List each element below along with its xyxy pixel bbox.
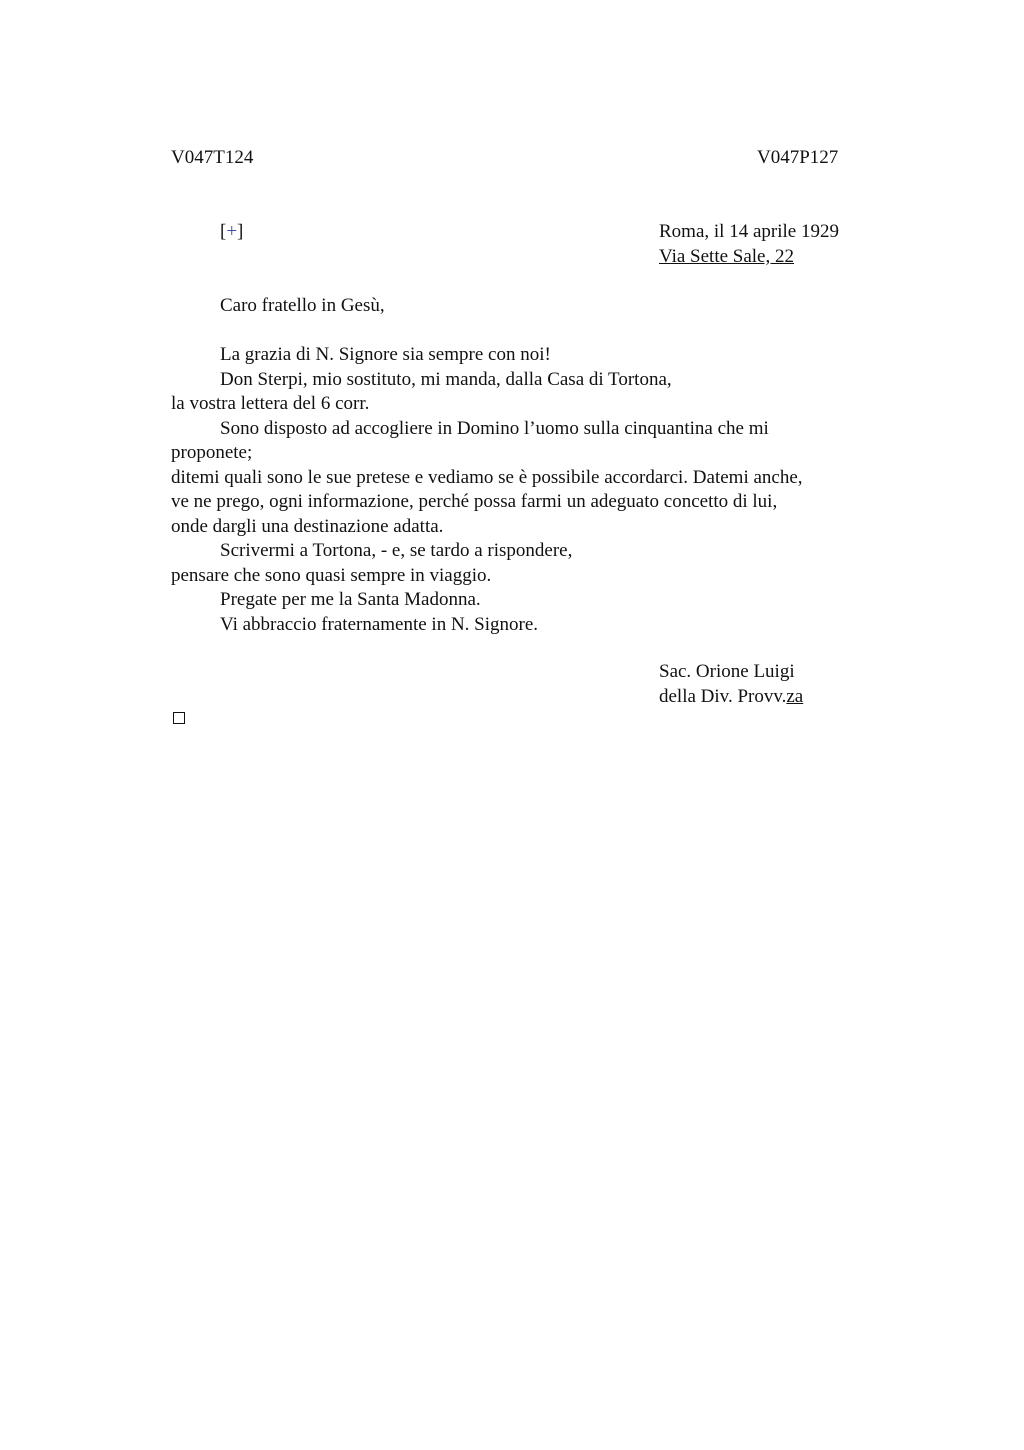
place-date: Roma, il 14 aprile 1929 [659,221,839,242]
letter-line: la vostra lettera del 6 corr. [171,393,370,414]
letter-line: Vi abbraccio fraternamente in N. Signore. [220,613,539,635]
signature-title-suffix: za [786,686,804,707]
signature-name: Sac. Orione Luigi [659,661,795,682]
letter-line: Sono disposto ad accogliere in Domino l’uomo sulla cinquantina che mi [220,417,769,439]
letter-line: pensare che sono quasi sempre in viaggio. [171,564,492,586]
letter-body [171,294,871,637]
address: Via Sette Sale, 22 [659,246,794,267]
letter-line: Scrivermi a Tortona, - e, se tardo a rispondere, [220,540,573,561]
letter-line: onde dargli una destinazione adatta. [171,515,444,537]
letter-line: proponete; [171,442,253,463]
document-code-right: V047P127 [757,147,839,168]
cross-icon: + [226,221,238,242]
letter-line: Don Sterpi, mio sostituto, mi manda, dalla Casa di Tortona, [220,368,672,390]
signature-title [659,685,803,710]
end-mark-square-icon [173,712,185,724]
document-code-left: V047T124 [171,147,254,168]
letter-line: Pregate per me la Santa Madonna. [220,589,481,610]
salutation: Caro fratello in Gesù, [220,295,385,316]
signature-title-prefix: della Div. Provv. [659,686,787,707]
letter-line: ditemi quali sono le sue pretese e vediamo se è possibile accordarci. Datemi anche, [171,466,803,488]
letter-line: La grazia di N. Signore sia sempre con noi! [220,344,551,365]
cross-close-bracket: ] [237,221,244,242]
letter-line: ve ne prego, ogni informazione, perché possa farmi un adeguato concetto di lui, [171,491,778,512]
cross-mark [220,220,243,245]
cross-open-bracket: [ [220,221,227,242]
